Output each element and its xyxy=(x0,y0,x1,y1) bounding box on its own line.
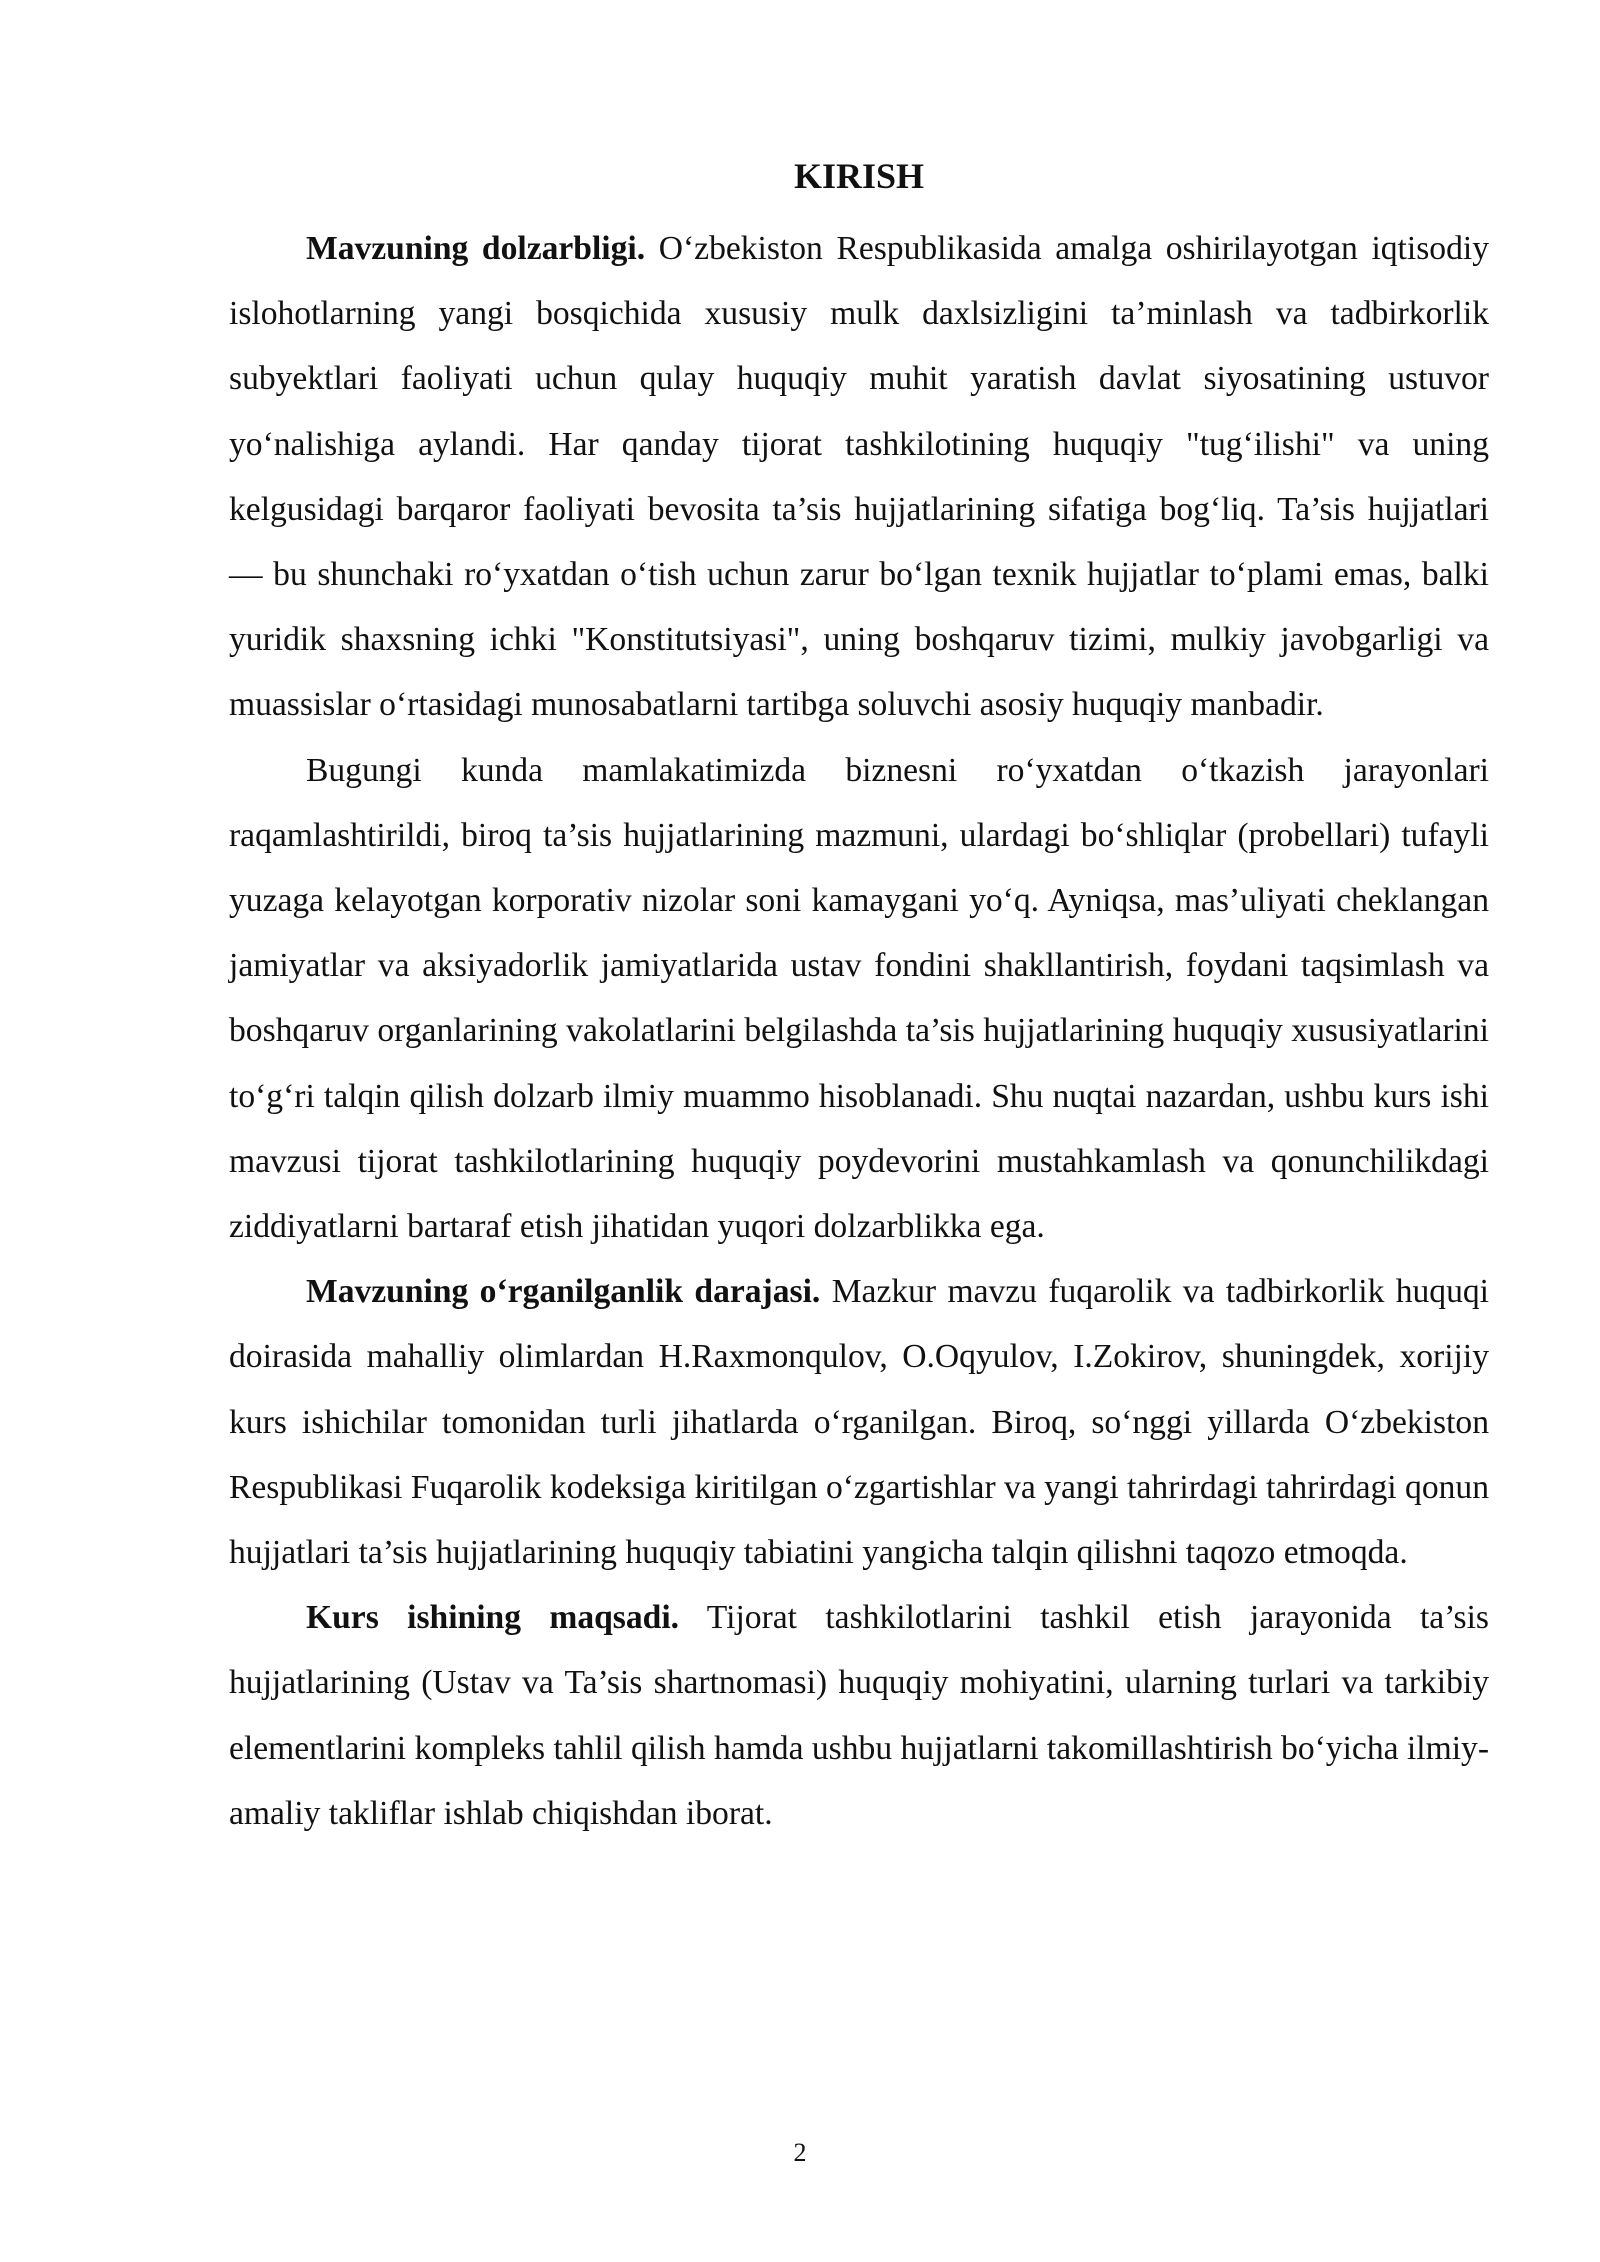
document-page xyxy=(229,150,1489,1846)
paragraph-text: Mazkur mavzu fuqarolik va tadbirkorlik huquqi doirasida mahalliy olimlardan H.Raxmonqulov, O.Oqyulov, I.Zokirov, shuningdek, xorijiy kurs ishichilar tomonidan turli jihatlarda o‘rganilgan. Biroq, so‘nggi yillarda O‘zbekiston Respublikasi Fuqarolik kodeksiga kiritilgan o‘zgartishlar va yangi tahrirdagi tahrirdagi qonun hujjatlari ta’sis hujjatlarining huquqiy tabiatini yangicha talqin qilishni taqozo etmoqda. xyxy=(229,1273,1489,1572)
paragraph-text: Bugungi kunda mamlakatimizda biznesni ro‘yxatdan o‘tkazish jarayonlari raqamlashtirildi, biroq ta’sis hujjatlarining mazmuni, ulardagi bo‘shliqlar (probellari) tufayli yuzaga kelayotgan korporativ nizolar soni kamaygani yo‘q. Ayniqsa, mas’uliyati cheklangan jamiyatlar va aksiyadorlik jamiyatlarida ustav fondini shakllantirish, foydani taqsimlash va boshqaruv organlarining vakolatlarini belgilashda ta’sis hujjatlarining huquqiy xususiyatlarini to‘g‘ri talqin qilish dolzarb ilmiy muammo hisoblanadi. Shu nuqtai nazardan, ushbu kurs ishi mavzusi tijorat tashkilotlarining huquqiy poydevorini mustahkamlash va qonunchilikdagi ziddiyatlarni bartaraf etish jihatidan yuqori dolzarblikka ega. xyxy=(229,751,1489,1246)
page-number: 2 xyxy=(793,2138,807,2167)
paragraph-relevance xyxy=(229,216,1489,738)
paragraph-degree-of-study xyxy=(229,1259,1489,1585)
paragraph-text: Tijorat tashkilotlarini tashkil etish jarayonida ta’sis hujjatlarining (Ustav va Ta’sis shartnomasi) huquqiy mohiyatini, ularning turlari va tarkibiy elementlarini kompleks tahlil qilish hamda ushbu hujjatlarni takomillashtirish bo‘yicha ilmiy-amaliy takliflar ishlab chiqishdan iborat. xyxy=(229,1599,1490,1832)
paragraph-goal xyxy=(229,1585,1489,1846)
section-title: KIRISH xyxy=(793,156,925,196)
paragraph-current-state xyxy=(229,738,1489,1260)
paragraph-lead: Mavzuning dolzarbligi. xyxy=(306,230,646,267)
paragraph-lead: Mavzuning o‘rganilganlik darajasi. xyxy=(306,1273,821,1311)
paragraph-lead: Kurs ishining maqsadi. xyxy=(306,1599,680,1637)
paragraph-text: O‘zbekiston Respublikasida amalga oshirilayotgan iqtisodiy islohotlarning yangi bosqichida xususiy mulk daxlsizligini ta’minlash va tadbirkorlik subyektlari faoliyati uchun qulay huquqiy muhit yaratish davlat siyosatining ustuvor yo‘nalishiga aylandi. Har qanday tijorat tashkilotining huquqiy "tug‘ilishi" va uning kelgusidagi barqaror faoliyati bevosita ta’sis hujjatlarining sifatiga bog‘liq. Ta’sis hujjatlari — bu shunchaki ro‘yxatdan o‘tish uchun zarur bo‘lgan texnik hujjatlar to‘plami emas, balki yuridik shaxsning ichki "Konstitutsiyasi", uning boshqaruv tizimi, mulkiy javobgarligi va muassislar o‘rtasidagi munosabatlarni tartibga soluvchi asosiy huquqiy manbadir. xyxy=(229,230,1489,724)
